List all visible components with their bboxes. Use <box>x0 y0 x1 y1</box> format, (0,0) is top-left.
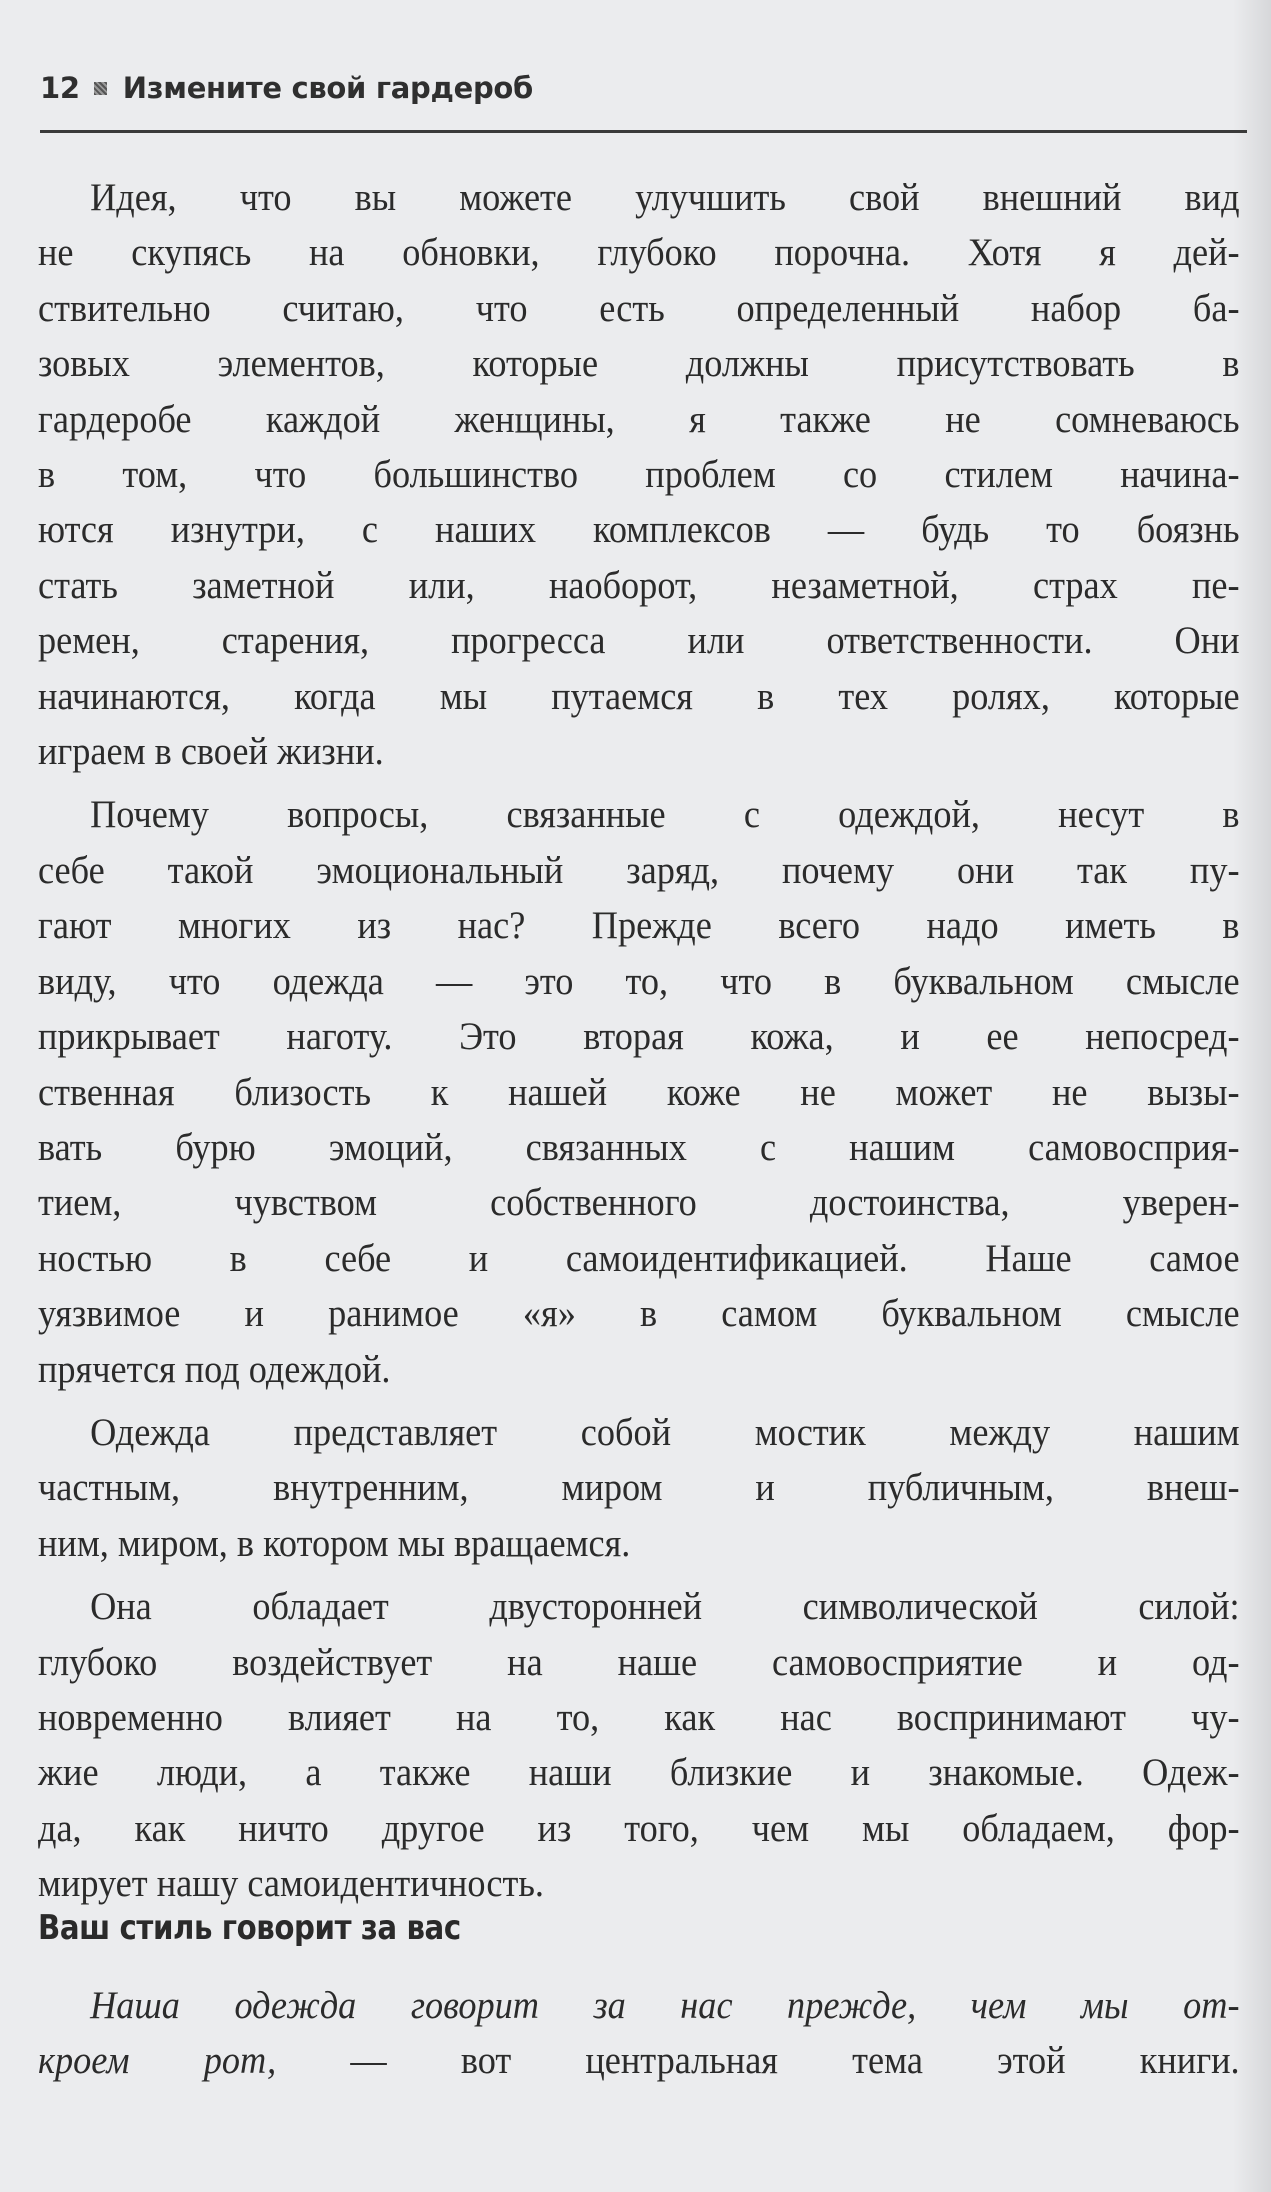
text-line: вать бурю эмоций, связанных с нашим самовосприя- <box>38 1125 1240 1169</box>
text-line: новременно влияет на то, как нас воспринимают чу- <box>38 1695 1240 1739</box>
text-line: уязвимое и ранимое «я» в самом буквальном смысле <box>38 1292 1240 1336</box>
chapter-title: Измените свой гардероб <box>122 71 533 105</box>
text-line: Почему вопросы, связанные с одеждой, несут в <box>90 793 1240 837</box>
text-line: ним, миром, в котором мы вращаемся. <box>38 1521 631 1565</box>
paragraph-2 <box>38 787 1240 1396</box>
text-line: ностью в себе и самоидентификацией. Наше самое <box>38 1236 1240 1280</box>
text-line: играем в своей жизни. <box>38 730 384 774</box>
text-line: частным, внутренним, миром и публичным, внеш- <box>38 1466 1240 1510</box>
text-line: жие люди, а также наши близкие и знакомые. Одеж- <box>38 1751 1240 1795</box>
mixed-line <box>38 2033 1240 2088</box>
text-line: прячется под одеждой. <box>38 1347 391 1391</box>
text-line: Она обладает двусторонней символической силой: <box>90 1585 1240 1629</box>
text-line: начинаются, когда мы путаемся в тех ролях, которые <box>38 674 1240 718</box>
running-head <box>40 66 533 110</box>
text-line: мирует нашу самоидентичность. <box>38 1862 544 1906</box>
text-line: зовых элементов, которые должны присутствовать в <box>38 342 1240 386</box>
page-number: 12 <box>40 71 80 105</box>
text-line: глубоко воздействует на наше самовосприятие и од- <box>38 1640 1240 1684</box>
body-text <box>38 170 1240 1912</box>
text-line: Одежда представляет собой мостик между нашим <box>90 1410 1240 1454</box>
text-line: ственная близость к нашей коже не может не вызы- <box>38 1070 1240 1114</box>
text-line: стать заметной или, наоборот, незаметной, страх пе- <box>38 563 1240 607</box>
regular-fragment: — вот центральная тема этой книги. <box>276 2039 1240 2083</box>
italic-fragment: кроем рот, <box>38 2039 277 2083</box>
section-intro <box>38 1978 1240 2089</box>
text-line: да, как ничто другое из того, чем мы обладаем, фор- <box>38 1806 1240 1850</box>
text-line: Идея, что вы можете улучшить свой внешний вид <box>90 176 1240 219</box>
text-line: ремен, старения, прогресса или ответственности. Они <box>38 619 1240 663</box>
text-line: виду, что одежда — это то, что в буквальном смысле <box>38 959 1240 1003</box>
text-line: не скупясь на обновки, глубоко порочна. Хотя я дей- <box>38 231 1240 275</box>
square-bullet-icon <box>94 82 107 95</box>
header-rule <box>40 130 1247 133</box>
text-line: себе такой эмоциональный заряд, почему они так пу- <box>38 848 1240 892</box>
text-line: в том, что большинство проблем со стилем начина- <box>38 453 1240 497</box>
text-line: ются изнутри, с наших комплексов — будь то боязнь <box>38 508 1240 552</box>
paragraph-3 <box>38 1405 1240 1571</box>
text-line: прикрывает наготу. Это вторая кожа, и ее непосред- <box>38 1015 1240 1059</box>
text-line: гают многих из нас? Прежде всего надо иметь в <box>38 904 1240 948</box>
paragraph-4 <box>38 1579 1240 1911</box>
text-line: гардеробе каждой женщины, я также не сомневаюсь <box>38 397 1240 441</box>
text-line: тием, чувством собственного достоинства, уверен- <box>38 1181 1240 1225</box>
italic-line: Наша одежда говорит за нас прежде, чем мы от- <box>90 1984 1240 2027</box>
text-line: ствительно считаю, что есть определенный набор ба- <box>38 286 1240 330</box>
paragraph-1 <box>38 170 1240 779</box>
section-heading: Ваш стиль говорит за вас <box>38 1908 461 1948</box>
